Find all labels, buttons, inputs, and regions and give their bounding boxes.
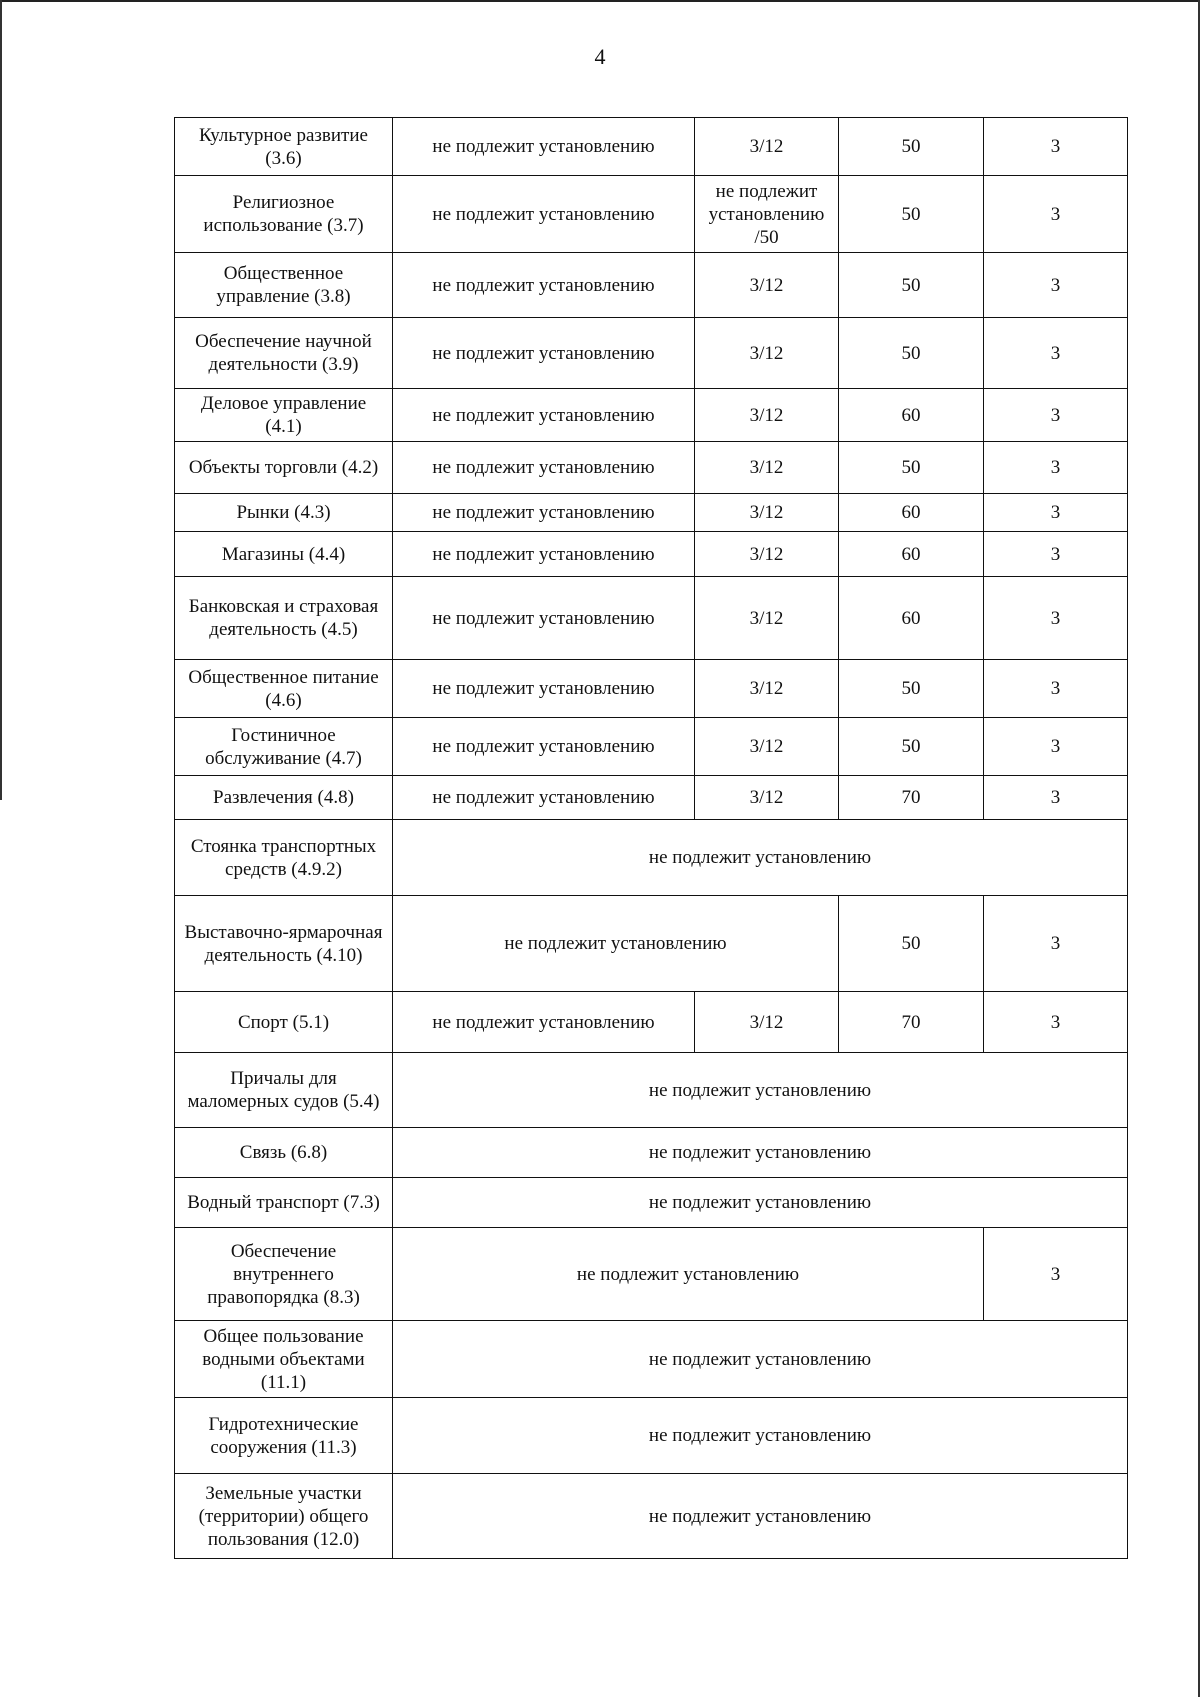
cell-value: 3 <box>984 389 1128 442</box>
cell-value: 70 <box>839 776 984 820</box>
cell-value: 60 <box>839 532 984 577</box>
scan-edge-left <box>0 0 2 800</box>
table-row <box>175 820 1128 896</box>
table-row <box>175 1128 1128 1178</box>
land-use-name: Магазины (4.4) <box>175 532 393 577</box>
land-use-name: Деловое управление (4.1) <box>175 389 393 442</box>
cell-value: 3 <box>984 176 1128 253</box>
cell-value: 3/12 <box>695 776 839 820</box>
land-use-name: Объекты торговли (4.2) <box>175 442 393 494</box>
table-row <box>175 1474 1128 1559</box>
land-use-name: Земельные участки (территории) общего пользования (12.0) <box>175 1474 393 1559</box>
table-row <box>175 253 1128 318</box>
scan-edge-top <box>0 0 1200 2</box>
land-use-name: Связь (6.8) <box>175 1128 393 1178</box>
cell-value: 3/12 <box>695 494 839 532</box>
cell-value: 3/12 <box>695 318 839 389</box>
cell-value: 3 <box>984 1228 1128 1321</box>
cell-value: не подлежит установлению <box>393 992 695 1053</box>
table-row <box>175 318 1128 389</box>
table-row <box>175 1228 1128 1321</box>
cell-value: не подлежит установлению <box>393 1228 984 1321</box>
cell-value: 3 <box>984 577 1128 660</box>
cell-value: 50 <box>839 118 984 176</box>
table-row <box>175 1321 1128 1398</box>
cell-value: не подлежит установлению /50 <box>695 176 839 253</box>
table-row <box>175 442 1128 494</box>
table-row <box>175 718 1128 776</box>
cell-value: 60 <box>839 389 984 442</box>
table-row <box>175 176 1128 253</box>
table-row <box>175 1398 1128 1474</box>
land-use-name: Общее пользование водными объектами (11.1) <box>175 1321 393 1398</box>
land-use-name: Гидротехнические сооружения (11.3) <box>175 1398 393 1474</box>
cell-value: 3/12 <box>695 253 839 318</box>
land-use-name: Развлечения (4.8) <box>175 776 393 820</box>
land-use-name: Обеспечение научной деятельности (3.9) <box>175 318 393 389</box>
cell-value: 3/12 <box>695 532 839 577</box>
cell-value: 3 <box>984 660 1128 718</box>
land-use-name: Гостиничное обслуживание (4.7) <box>175 718 393 776</box>
cell-value: 3 <box>984 118 1128 176</box>
cell-value: 50 <box>839 318 984 389</box>
cell-value: не подлежит установлению <box>393 118 695 176</box>
cell-value: не подлежит установлению <box>393 253 695 318</box>
cell-value: 60 <box>839 577 984 660</box>
land-use-name: Общественное управление (3.8) <box>175 253 393 318</box>
cell-value: не подлежит установлению <box>393 776 695 820</box>
table-row <box>175 118 1128 176</box>
cell-value: 3 <box>984 718 1128 776</box>
cell-value: 50 <box>839 896 984 992</box>
cell-value: не подлежит установлению <box>393 532 695 577</box>
cell-value: не подлежит установлению <box>393 718 695 776</box>
table-row <box>175 896 1128 992</box>
table-row <box>175 776 1128 820</box>
land-use-name: Рынки (4.3) <box>175 494 393 532</box>
land-use-name: Водный транспорт (7.3) <box>175 1178 393 1228</box>
cell-value: 3 <box>984 776 1128 820</box>
cell-value: 3/12 <box>695 577 839 660</box>
land-use-name: Банковская и страховая деятельность (4.5) <box>175 577 393 660</box>
cell-value: 50 <box>839 253 984 318</box>
cell-value: не подлежит установлению <box>393 1398 1128 1474</box>
land-use-name: Религиозное использование (3.7) <box>175 176 393 253</box>
cell-value: 3 <box>984 896 1128 992</box>
cell-value: не подлежит установлению <box>393 1053 1128 1128</box>
cell-value: 3 <box>984 253 1128 318</box>
cell-value: 3/12 <box>695 442 839 494</box>
cell-value: 50 <box>839 660 984 718</box>
land-use-name: Выставочно-ярмарочная деятельность (4.10) <box>175 896 393 992</box>
table-row <box>175 389 1128 442</box>
cell-value: 3 <box>984 992 1128 1053</box>
land-use-name: Обеспечение внутреннего правопорядка (8.3) <box>175 1228 393 1321</box>
cell-value: 3 <box>984 494 1128 532</box>
cell-value: не подлежит установлению <box>393 896 839 992</box>
regulations-table <box>174 117 1128 1559</box>
cell-value: не подлежит установлению <box>393 389 695 442</box>
cell-value: 60 <box>839 494 984 532</box>
cell-value: не подлежит установлению <box>393 1178 1128 1228</box>
cell-value: 3/12 <box>695 389 839 442</box>
land-use-name: Культурное развитие (3.6) <box>175 118 393 176</box>
cell-value: не подлежит установлению <box>393 577 695 660</box>
cell-value: 3/12 <box>695 992 839 1053</box>
cell-value: не подлежит установлению <box>393 318 695 389</box>
table-row <box>175 494 1128 532</box>
cell-value: 70 <box>839 992 984 1053</box>
cell-value: 3 <box>984 532 1128 577</box>
table-row <box>175 577 1128 660</box>
table-row <box>175 532 1128 577</box>
cell-value: не подлежит установлению <box>393 1474 1128 1559</box>
page-number: 4 <box>594 44 606 69</box>
table-row <box>175 660 1128 718</box>
land-use-name: Спорт (5.1) <box>175 992 393 1053</box>
land-use-name: Стоянка транспортных средств (4.9.2) <box>175 820 393 896</box>
table-row <box>175 1053 1128 1128</box>
cell-value: 3/12 <box>695 118 839 176</box>
table-row <box>175 1178 1128 1228</box>
cell-value: 3 <box>984 318 1128 389</box>
cell-value: 50 <box>839 176 984 253</box>
cell-value: 3/12 <box>695 660 839 718</box>
cell-value: не подлежит установлению <box>393 660 695 718</box>
cell-value: 3 <box>984 442 1128 494</box>
cell-value: 3/12 <box>695 718 839 776</box>
cell-value: не подлежит установлению <box>393 1321 1128 1398</box>
cell-value: не подлежит установлению <box>393 820 1128 896</box>
cell-value: 50 <box>839 718 984 776</box>
cell-value: не подлежит установлению <box>393 494 695 532</box>
cell-value: 50 <box>839 442 984 494</box>
cell-value: не подлежит установлению <box>393 442 695 494</box>
land-use-name: Общественное питание (4.6) <box>175 660 393 718</box>
table-row <box>175 992 1128 1053</box>
land-use-name: Причалы для маломерных судов (5.4) <box>175 1053 393 1128</box>
cell-value: не подлежит установлению <box>393 176 695 253</box>
cell-value: не подлежит установлению <box>393 1128 1128 1178</box>
